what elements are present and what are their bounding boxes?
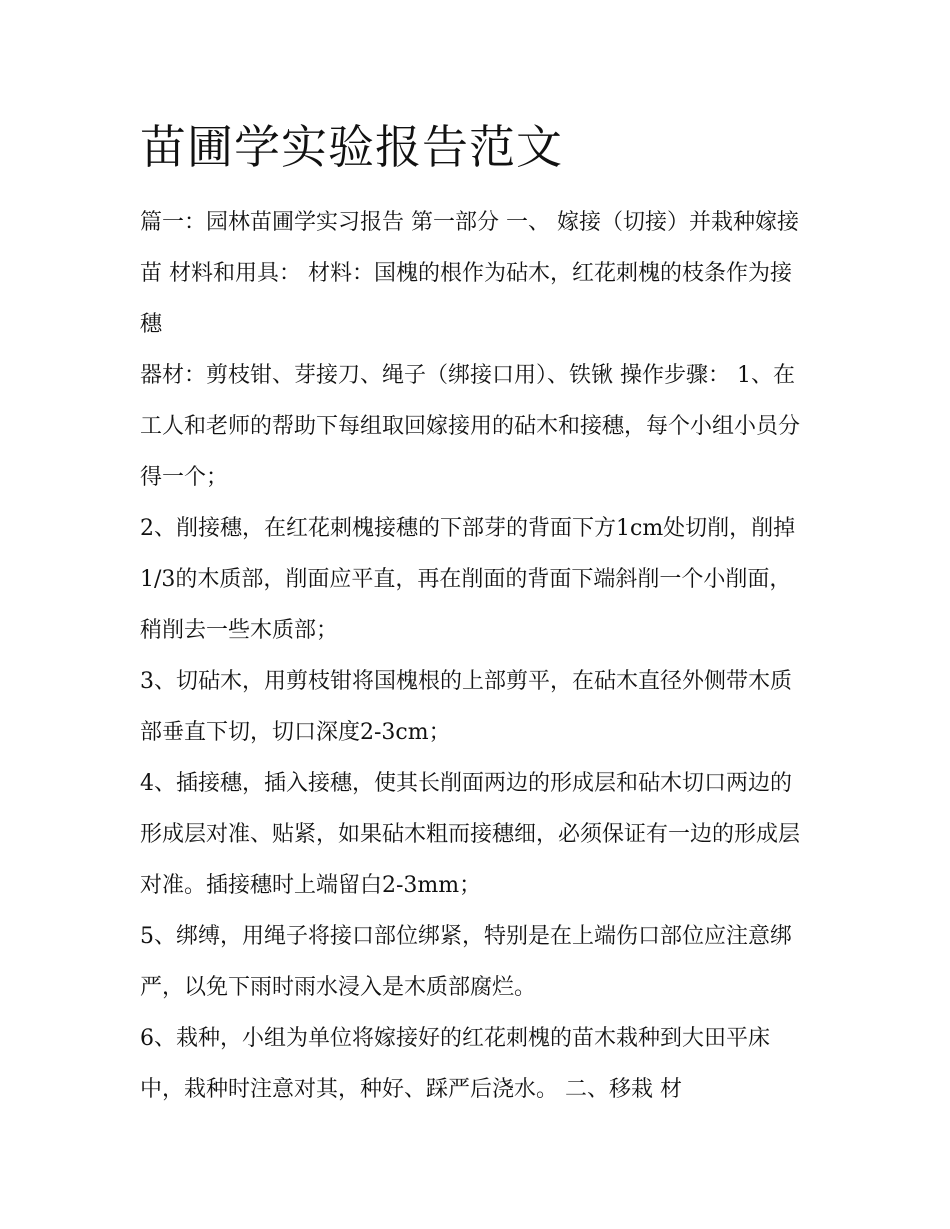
document-title: 苗圃学实验报告范文 — [140, 120, 563, 174]
paragraph-step-5: 5、绑缚，用绳子将接口部位绑紧，特别是在上端伤口部位应注意绑严，以免下雨时雨水浸入是木质部腐烂。 — [140, 924, 792, 1000]
paragraph-step-4: 4、插接穗，插入接穗，使其长削面两边的形成层和砧木切口两边的形成层对准、贴紧，如果砧木粗而接穗细，必须保证有一边的形成层对准。插接穗时上端留白2-3mm； — [140, 771, 801, 898]
paragraph-intro: 篇一：园林苗圃学实习报告 第一部分 一、 嫁接（切接）并栽种嫁接苗 材料和用具： 材料：国槐的根作为砧木，红花刺槐的枝条作为接穗 — [140, 210, 799, 337]
paragraph-equipment-steps: 器材：剪枝钳、芽接刀、绳子（绑接口用）、铁锹 操作步骤： 1、在工人和老师的帮助下每组取回嫁接用的砧木和接穗，每个小组小员分得一个； — [140, 363, 801, 490]
paragraph-step-2: 2、削接穗，在红花刺槐接穗的下部芽的背面下方1cm处切削，削掉1/3的木质部，削面应平直，再在削面的背面下端斜削一个小削面，稍削去一些木质部； — [140, 516, 796, 643]
document-body — [140, 197, 812, 1115]
paragraph-step-6: 6、栽种，小组为单位将嫁接好的红花刺槐的苗木栽种到大田平床中，栽种时注意对其，种好、踩严后浇水。 二、移栽 材 — [140, 1026, 770, 1102]
paragraph-step-3: 3、切砧木，用剪枝钳将国槐根的上部剪平，在砧木直径外侧带木质部垂直下切，切口深度2-3cm； — [140, 669, 792, 745]
